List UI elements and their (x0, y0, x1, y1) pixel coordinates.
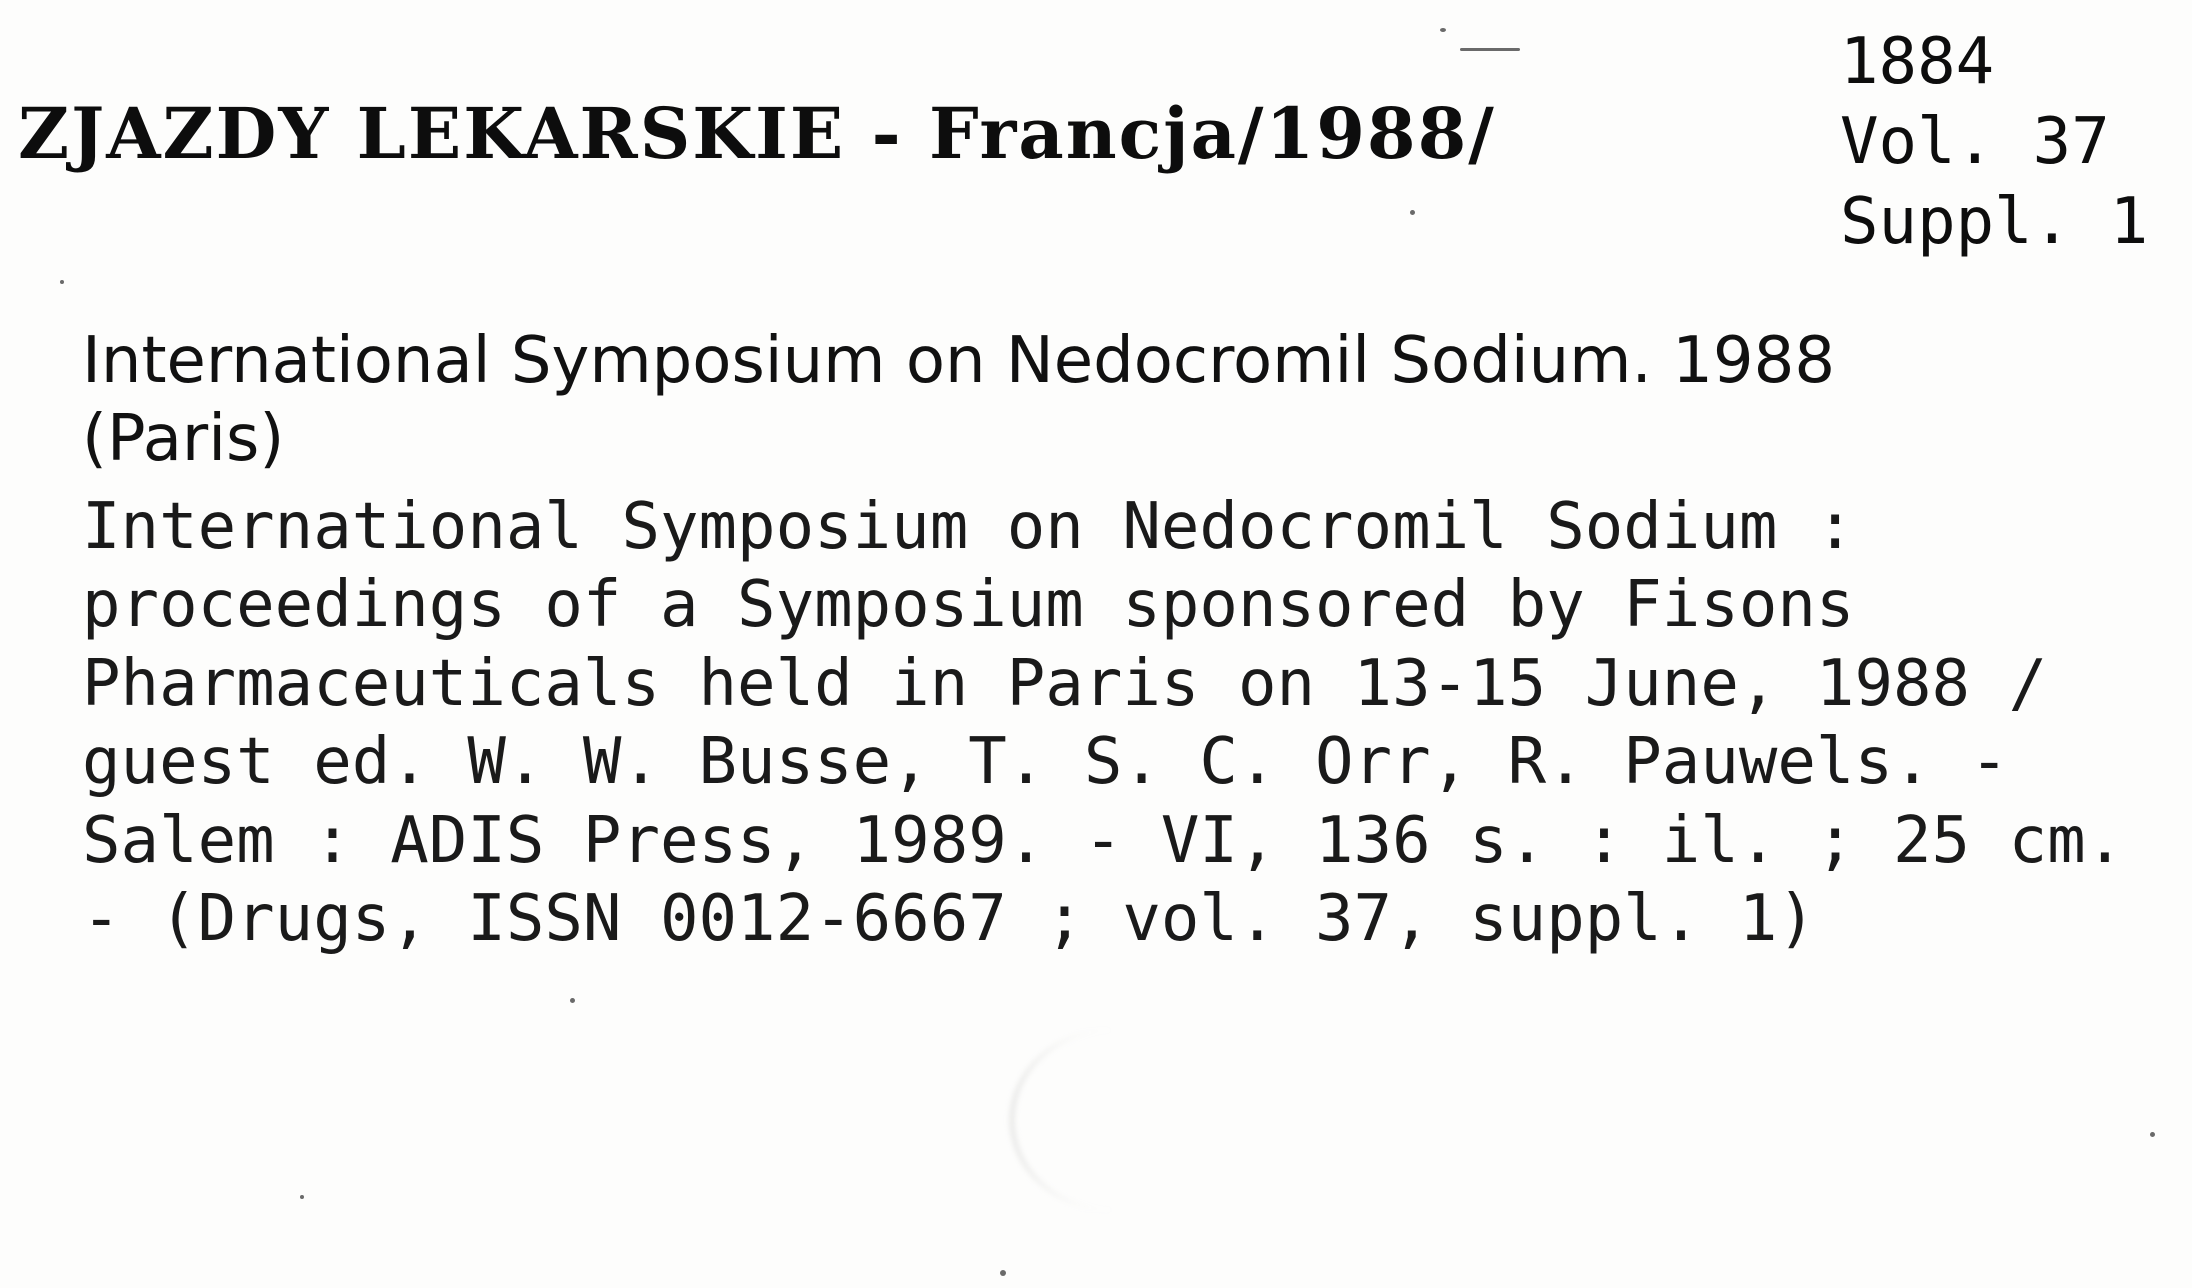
description-line: International Symposium on Nedocromil Sodium : (82, 490, 1855, 564)
description-line: Salem : ADIS Press, 1989. - VI, 136 s. : il. ; 25 cm. (82, 803, 2125, 878)
dust-speck (1410, 210, 1415, 215)
description-line: proceedings of a Symposium sponsored by Fisons (82, 568, 1855, 643)
dust-speck (570, 998, 575, 1003)
shelfmark-supplement: Suppl. 1 (1840, 185, 2149, 259)
dust-speck (300, 1195, 304, 1199)
shelfmark (1840, 22, 2148, 262)
main-entry-line: International Symposium on Nedocromil Sodium. 1988 (82, 324, 1836, 398)
paper-smudge (1010, 1030, 1214, 1210)
shelfmark-volume: Vol. 37 (1840, 105, 2110, 179)
main-entry-heading (82, 322, 1835, 478)
dust-speck (1000, 1270, 1006, 1276)
description-line: guest ed. W. W. Busse, T. S. C. Orr, R. Pauwels. - (82, 725, 2009, 800)
shelfmark-number: 1884 (1840, 25, 1995, 99)
description-line: Pharmaceuticals held in Paris on 13-15 June, 1988 / (82, 646, 2048, 721)
main-entry-line: (Paris) (82, 402, 285, 476)
subject-heading: ZJAZDY LEKARSKIE - Francja/1988/ (18, 92, 1496, 175)
dust-speck (1460, 48, 1520, 51)
description-line: - (Drugs, ISSN 0012-6667 ; vol. 37, suppl. 1) (82, 881, 1816, 956)
dust-speck (60, 280, 64, 284)
dust-speck (1440, 28, 1446, 32)
bibliographic-description (82, 488, 2124, 958)
dust-speck (2150, 1132, 2155, 1137)
